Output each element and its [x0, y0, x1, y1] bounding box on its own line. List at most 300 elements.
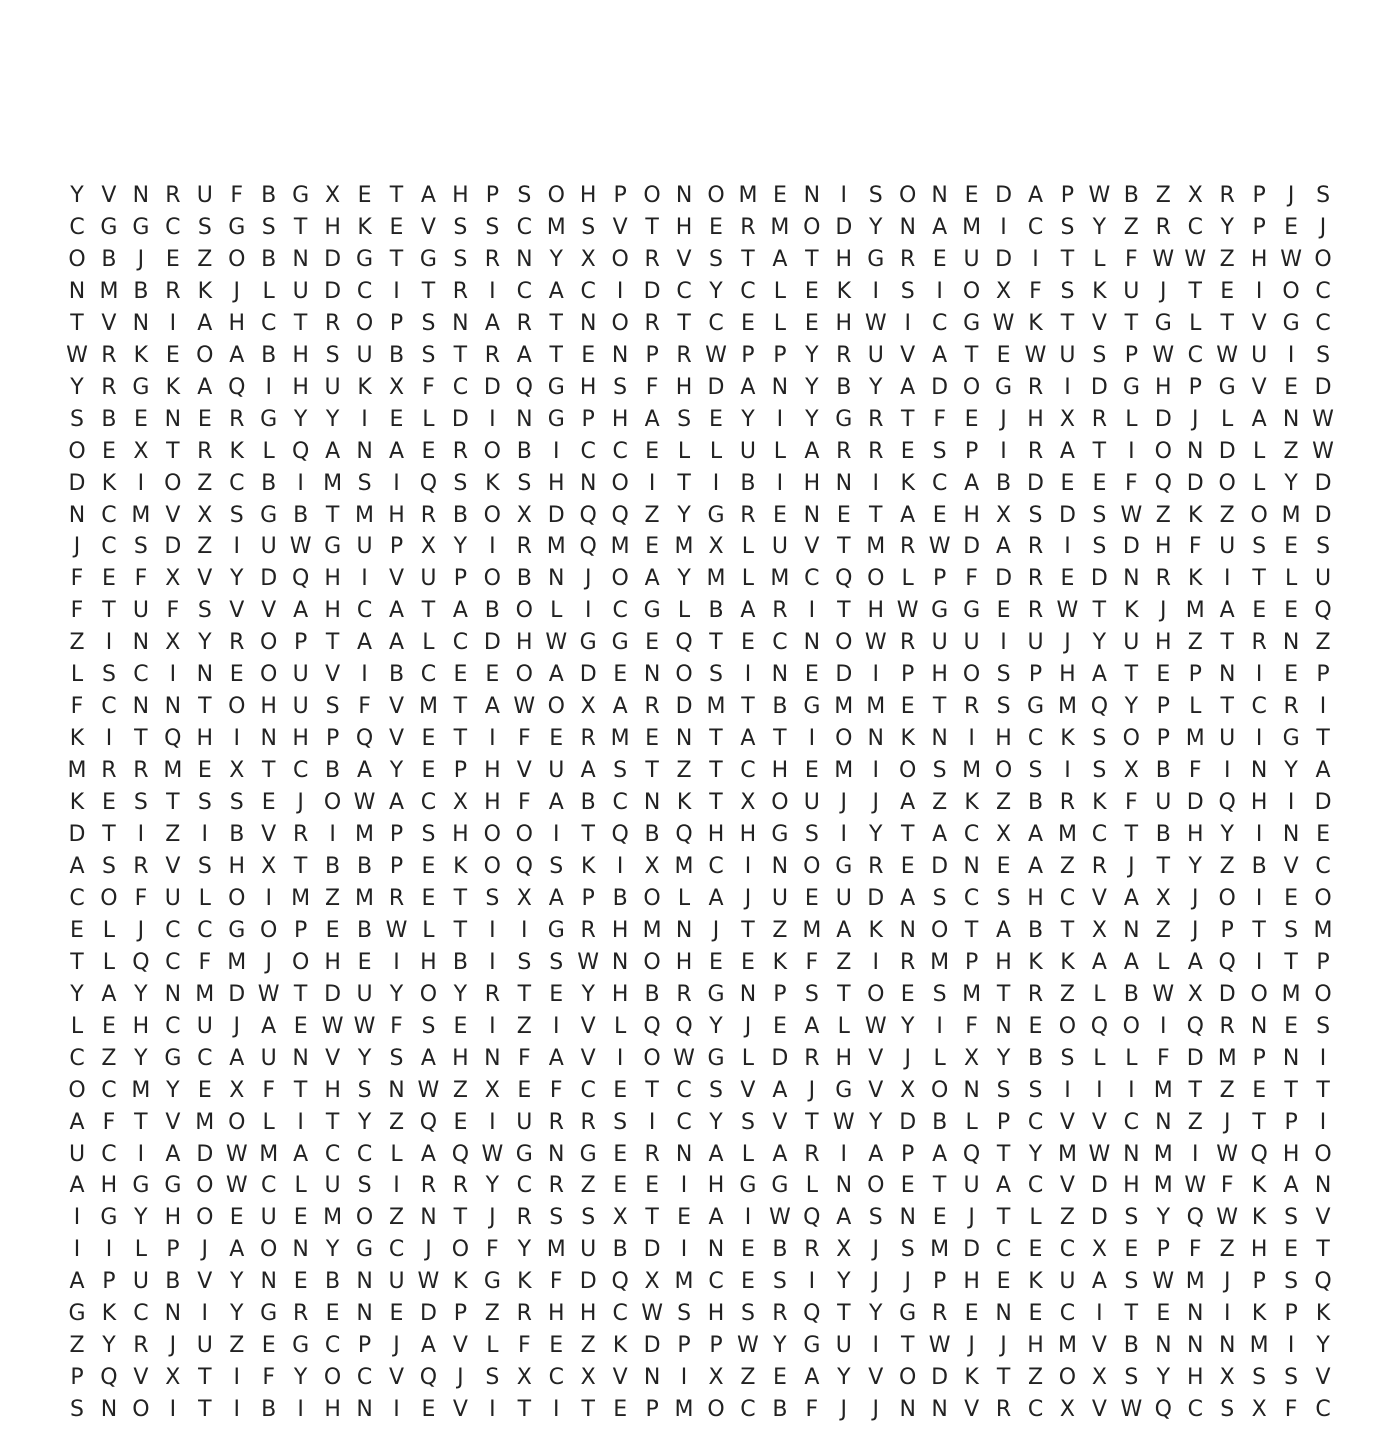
- letter-cell: X: [1123, 758, 1139, 784]
- letter-cell: S: [101, 662, 116, 688]
- letter-cell: Z: [1187, 630, 1203, 656]
- letter-cell: X: [1187, 183, 1203, 208]
- letter-cell: N: [420, 1205, 437, 1231]
- letter-cell: H: [164, 1205, 182, 1231]
- letter-cell: Y: [134, 981, 148, 1007]
- letter-cell: K: [1028, 1269, 1043, 1295]
- letter-cell: M: [1057, 694, 1077, 720]
- letter-cell: A: [548, 790, 564, 816]
- letter-cell: C: [133, 1301, 149, 1327]
- letter-cell: X: [1219, 1365, 1235, 1391]
- letter-cell: X: [996, 502, 1012, 528]
- letter-cell: U: [292, 278, 309, 304]
- letter-cell: Q: [1250, 1141, 1268, 1167]
- letter-cell: W: [66, 342, 88, 368]
- letter-cell: Y: [996, 1045, 1011, 1071]
- letter-cell: S: [197, 853, 212, 879]
- letter-cell: A: [900, 790, 916, 816]
- letter-cell: E: [165, 246, 180, 272]
- letter-cell: Y: [357, 1109, 372, 1135]
- letter-cell: A: [900, 374, 916, 400]
- letter-cell: T: [453, 885, 468, 911]
- letter-cell: B: [452, 502, 468, 528]
- letter-cell: S: [1092, 534, 1107, 560]
- letter-cell: O: [962, 278, 981, 304]
- letter-cell: F: [805, 1397, 819, 1423]
- letter-cell: E: [1060, 566, 1075, 592]
- letter-cell: W: [1312, 406, 1334, 432]
- letter-cell: F: [390, 1013, 403, 1039]
- letter-cell: P: [1156, 694, 1170, 720]
- letter-cell: R: [101, 374, 117, 400]
- letter-cell: Q: [675, 822, 693, 847]
- letter-cell: I: [105, 726, 113, 752]
- letter-cell: E: [900, 438, 915, 464]
- letter-cell: A: [1283, 1173, 1299, 1199]
- letter-cell: A: [229, 342, 245, 368]
- letter-cell: T: [709, 790, 723, 816]
- letter-cell: T: [261, 758, 276, 784]
- letter-cell: U: [1219, 534, 1236, 560]
- letter-cell: I: [1319, 1109, 1327, 1135]
- letter-cell: T: [1220, 694, 1234, 720]
- letter-cell: O: [835, 630, 853, 656]
- letter-cell: R: [197, 438, 213, 464]
- letter-cell: H: [228, 853, 246, 879]
- letter-cell: E: [964, 183, 979, 208]
- letter-cell: N: [388, 1077, 405, 1103]
- letter-cell: O: [899, 183, 917, 208]
- letter-cell: C: [516, 1173, 532, 1199]
- letter-cell: H: [867, 598, 885, 624]
- letter-cell: P: [1252, 183, 1266, 208]
- letter-cell: C: [740, 1397, 756, 1423]
- letter-cell: A: [293, 1141, 309, 1167]
- letter-cell: T: [549, 310, 563, 336]
- letter-cell: H: [1027, 1333, 1044, 1359]
- letter-cell: X: [1059, 406, 1075, 432]
- letter-cell: S: [229, 790, 244, 816]
- letter-cell: O: [1314, 885, 1332, 911]
- letter-cell: M: [930, 1237, 950, 1263]
- letter-cell: G: [260, 1301, 278, 1327]
- letter-cell: R: [165, 278, 181, 304]
- letter-cell: T: [70, 310, 84, 336]
- letter-cell: S: [70, 1397, 84, 1423]
- letter-cell: A: [1027, 822, 1044, 847]
- letter-cell: A: [740, 598, 756, 624]
- letter-cell: T: [1124, 662, 1139, 688]
- letter-cell: T: [1124, 822, 1139, 847]
- letter-cell: R: [1027, 566, 1044, 592]
- letter-cell: M: [323, 1205, 343, 1231]
- letter-cell: B: [612, 1237, 628, 1263]
- letter-cell: P: [294, 917, 308, 943]
- letter-cell: P: [1284, 1109, 1298, 1135]
- letter-cell: I: [1223, 1301, 1231, 1327]
- letter-cell: J: [968, 1205, 975, 1231]
- letter-cell: M: [291, 885, 311, 911]
- letter-cell: I: [744, 662, 752, 688]
- letter-cell: S: [996, 662, 1011, 688]
- letter-cell: A: [964, 470, 980, 496]
- letter-cell: C: [740, 278, 756, 304]
- letter-cell: P: [1156, 1237, 1170, 1263]
- letter-cell: Q: [228, 374, 246, 400]
- letter-cell: E: [1284, 1237, 1299, 1263]
- letter-cell: K: [1251, 1205, 1267, 1231]
- letter-cell: V: [388, 1365, 405, 1391]
- letter-cell: Y: [549, 246, 563, 272]
- letter-cell: H: [292, 374, 309, 400]
- letter-cell: D: [1218, 438, 1236, 464]
- letter-cell: A: [197, 310, 213, 336]
- letter-cell: A: [1187, 949, 1203, 975]
- letter-cell: I: [712, 470, 720, 496]
- letter-cell: E: [740, 310, 755, 336]
- letter-cell: G: [707, 981, 725, 1007]
- letter-cell: T: [70, 949, 84, 975]
- letter-cell: W: [1088, 183, 1111, 208]
- letter-cell: I: [201, 1301, 209, 1327]
- letter-cell: R: [804, 1045, 820, 1071]
- letter-cell: U: [963, 246, 980, 272]
- letter-cell: E: [804, 310, 819, 336]
- letter-cell: D: [1186, 1045, 1204, 1071]
- letter-cell: G: [547, 917, 565, 943]
- letter-cell: F: [517, 790, 531, 816]
- letter-cell: Y: [293, 1365, 308, 1391]
- letter-cell: E: [932, 246, 947, 272]
- letter-cell: C: [356, 598, 373, 624]
- letter-cell: E: [421, 758, 436, 784]
- letter-cell: I: [1255, 278, 1263, 304]
- letter-cell: L: [1157, 949, 1170, 975]
- letter-cell: I: [169, 1397, 177, 1423]
- letter-cell: T: [837, 981, 851, 1007]
- letter-cell: I: [936, 278, 943, 304]
- letter-cell: F: [134, 566, 148, 592]
- letter-cell: S: [261, 214, 276, 240]
- letter-cell: L: [677, 438, 691, 464]
- letter-cell: B: [101, 246, 117, 272]
- letter-cell: B: [836, 374, 852, 400]
- letter-cell: I: [265, 374, 272, 400]
- letter-cell: J: [201, 1237, 209, 1263]
- letter-cell: M: [770, 566, 790, 592]
- letter-cell: T: [453, 342, 468, 368]
- letter-cell: W: [385, 917, 408, 943]
- letter-cell: V: [868, 1077, 884, 1103]
- letter-cell: M: [834, 758, 854, 784]
- letter-cell: O: [132, 1397, 150, 1423]
- letter-cell: V: [1251, 310, 1267, 336]
- letter-cell: Y: [134, 1205, 148, 1231]
- letter-cell: X: [740, 790, 756, 816]
- letter-cell: U: [1123, 278, 1140, 304]
- letter-cell: N: [675, 183, 693, 208]
- letter-cell: Q: [291, 566, 310, 592]
- letter-cell: F: [517, 726, 531, 752]
- letter-cell: U: [867, 342, 884, 368]
- letter-cell: L: [741, 1141, 755, 1167]
- letter-cell: H: [292, 342, 309, 368]
- letter-cell: O: [1154, 438, 1172, 464]
- letter-cell: Q: [611, 822, 629, 847]
- letter-cell: N: [292, 1237, 309, 1263]
- letter-cell: S: [613, 758, 628, 784]
- letter-cell: O: [899, 758, 917, 784]
- letter-cell: D: [867, 885, 885, 911]
- letter-cell: T: [741, 694, 755, 720]
- letter-cell: R: [484, 981, 500, 1007]
- letter-cell: X: [261, 853, 277, 879]
- letter-cell: H: [324, 598, 341, 624]
- letter-cell: Q: [355, 726, 374, 752]
- letter-cell: F: [1125, 246, 1138, 272]
- letter-cell: E: [101, 1013, 116, 1039]
- letter-cell: F: [517, 1045, 531, 1071]
- letter-cell: C: [1027, 1397, 1044, 1423]
- letter-cell: I: [233, 726, 240, 752]
- letter-cell: S: [485, 1365, 500, 1391]
- letter-cell: F: [70, 598, 84, 624]
- letter-cell: W: [417, 1077, 440, 1103]
- letter-cell: E: [453, 1013, 468, 1039]
- letter-cell: Y: [1220, 214, 1234, 240]
- letter-cell: K: [964, 790, 979, 816]
- letter-cell: J: [1128, 853, 1135, 879]
- letter-cell: B: [1027, 1045, 1044, 1071]
- letter-cell: S: [197, 790, 212, 816]
- letter-cell: H: [675, 949, 693, 975]
- letter-cell: H: [324, 214, 341, 240]
- letter-cell: O: [611, 310, 629, 336]
- letter-cell: M: [1057, 1333, 1077, 1359]
- letter-cell: F: [1188, 758, 1202, 784]
- letter-cell: S: [453, 246, 468, 272]
- letter-cell: H: [931, 662, 948, 688]
- letter-cell: I: [1128, 1077, 1135, 1103]
- letter-cell: A: [996, 917, 1012, 943]
- letter-cell: R: [900, 949, 916, 975]
- letter-cell: U: [771, 885, 788, 911]
- letter-cell: I: [872, 662, 879, 688]
- letter-cell: K: [69, 726, 85, 752]
- letter-cell: G: [68, 1301, 86, 1327]
- letter-cell: O: [323, 1365, 342, 1391]
- letter-cell: C: [229, 470, 245, 496]
- letter-cell: V: [261, 822, 277, 847]
- letter-cell: S: [804, 981, 819, 1007]
- letter-cell: S: [740, 1301, 755, 1327]
- letter-cell: C: [1091, 822, 1108, 847]
- letter-cell: I: [297, 470, 304, 496]
- letter-cell: I: [105, 630, 113, 656]
- letter-cell: L: [773, 310, 787, 336]
- letter-cell: F: [1220, 1173, 1234, 1199]
- letter-cell: M: [259, 1141, 279, 1167]
- letter-cell: H: [324, 1397, 341, 1423]
- letter-cell: K: [1315, 1301, 1331, 1327]
- letter-cell: Y: [709, 1013, 723, 1039]
- letter-cell: N: [611, 342, 629, 368]
- letter-cell: E: [1060, 470, 1075, 496]
- letter-cell: C: [1187, 214, 1203, 240]
- letter-cell: C: [165, 1013, 181, 1039]
- letter-cell: C: [708, 310, 724, 336]
- letter-cell: X: [516, 502, 532, 528]
- letter-cell: A: [996, 534, 1012, 560]
- letter-cell: G: [324, 534, 342, 560]
- letter-cell: S: [325, 694, 340, 720]
- letter-cell: N: [771, 374, 789, 400]
- letter-cell: S: [1284, 917, 1299, 943]
- letter-cell: O: [260, 917, 278, 943]
- letter-cell: D: [835, 214, 853, 240]
- letter-cell: R: [484, 342, 500, 368]
- letter-cell: W: [864, 310, 887, 336]
- letter-cell: C: [1059, 1237, 1076, 1263]
- letter-cell: O: [1250, 981, 1268, 1007]
- letter-cell: V: [580, 1013, 596, 1039]
- letter-cell: T: [932, 1173, 947, 1199]
- letter-cell: E: [772, 1013, 787, 1039]
- letter-cell: C: [261, 1173, 277, 1199]
- letter-cell: M: [1153, 1173, 1173, 1199]
- letter-cell: S: [1028, 1077, 1043, 1103]
- letter-cell: E: [101, 790, 116, 816]
- letter-cell: Y: [869, 214, 883, 240]
- letter-cell: D: [483, 374, 501, 400]
- letter-cell: D: [771, 1045, 789, 1071]
- letter-cell: Y: [70, 374, 84, 400]
- letter-cell: E: [421, 726, 436, 752]
- letter-cell: J: [233, 278, 240, 304]
- letter-cell: L: [1125, 406, 1138, 432]
- letter-cell: C: [1315, 278, 1331, 304]
- letter-cell: P: [901, 662, 915, 688]
- letter-cell: C: [612, 790, 628, 816]
- letter-cell: G: [579, 1141, 597, 1167]
- letter-cell: P: [709, 1333, 723, 1359]
- letter-cell: I: [616, 1045, 624, 1071]
- letter-cell: C: [548, 1365, 564, 1391]
- letter-cell: S: [517, 470, 532, 496]
- letter-cell: H: [707, 1173, 725, 1199]
- letter-cell: L: [1284, 566, 1298, 592]
- letter-cell: L: [422, 630, 435, 656]
- letter-cell: A: [804, 1013, 820, 1039]
- letter-cell: X: [1091, 1237, 1107, 1263]
- letter-cell: C: [580, 438, 596, 464]
- letter-cell: T: [996, 981, 1011, 1007]
- letter-cell: N: [643, 790, 661, 816]
- letter-cell: L: [294, 1173, 307, 1199]
- letter-cell: T: [1092, 438, 1107, 464]
- letter-cell: Y: [389, 758, 404, 784]
- letter-cell: M: [674, 534, 694, 560]
- letter-cell: P: [1220, 917, 1234, 943]
- letter-cell: C: [740, 758, 756, 784]
- letter-cell: V: [612, 214, 628, 240]
- letter-cell: E: [996, 342, 1011, 368]
- letter-cell: K: [1188, 502, 1203, 528]
- letter-cell: H: [1250, 1237, 1268, 1263]
- letter-cell: E: [932, 1205, 947, 1231]
- letter-cell: M: [546, 534, 566, 560]
- letter-cell: F: [1029, 278, 1042, 304]
- letter-cell: S: [581, 214, 596, 240]
- letter-cell: U: [1251, 342, 1268, 368]
- letter-cell: L: [614, 1013, 627, 1039]
- letter-cell: G: [579, 630, 597, 656]
- letter-cell: A: [261, 1013, 277, 1039]
- letter-cell: B: [261, 470, 277, 496]
- letter-cell: Z: [1059, 981, 1075, 1007]
- letter-cell: K: [229, 438, 244, 464]
- letter-cell: M: [706, 694, 726, 720]
- letter-cell: O: [164, 470, 182, 496]
- letter-cell: T: [325, 502, 340, 528]
- letter-cell: J: [233, 1013, 240, 1039]
- letter-cell: T: [837, 534, 851, 560]
- letter-cell: M: [1153, 1077, 1173, 1103]
- letter-cell: D: [643, 1333, 661, 1359]
- letter-cell: G: [803, 694, 821, 720]
- letter-cell: V: [452, 1397, 468, 1423]
- letter-cell: T: [293, 1077, 308, 1103]
- letter-cell: R: [133, 853, 149, 879]
- letter-cell: I: [137, 470, 145, 496]
- letter-cell: D: [707, 374, 725, 400]
- letter-cell: U: [260, 1205, 277, 1231]
- letter-cell: T: [869, 502, 883, 528]
- letter-cell: P: [1060, 183, 1075, 208]
- letter-cell: X: [165, 630, 181, 656]
- letter-cell: S: [549, 949, 564, 975]
- letter-cell: M: [1313, 917, 1333, 943]
- letter-cell: I: [648, 470, 656, 496]
- letter-cell: H: [196, 726, 214, 752]
- letter-cell: T: [134, 1109, 148, 1135]
- letter-cell: G: [515, 1141, 533, 1167]
- letter-cell: C: [963, 885, 980, 911]
- letter-cell: H: [1155, 374, 1172, 400]
- letter-cell: I: [1064, 374, 1071, 400]
- letter-cell: P: [1188, 374, 1202, 400]
- letter-cell: O: [962, 662, 981, 688]
- letter-cell: L: [1093, 1045, 1106, 1071]
- letter-cell: N: [675, 726, 693, 752]
- letter-cell: N: [132, 310, 150, 336]
- letter-cell: C: [516, 214, 532, 240]
- letter-cell: L: [805, 1173, 818, 1199]
- letter-cell: J: [904, 1269, 911, 1295]
- letter-cell: A: [580, 758, 596, 784]
- letter-cell: V: [900, 342, 916, 368]
- letter-cell: E: [261, 1333, 276, 1359]
- letter-cell: N: [611, 949, 629, 975]
- letter-cell: Y: [837, 1269, 851, 1295]
- letter-cell: S: [1284, 1205, 1299, 1231]
- letter-cell: N: [548, 1141, 565, 1167]
- letter-cell: G: [611, 630, 629, 656]
- letter-cell: E: [1220, 278, 1235, 304]
- letter-cell: H: [803, 470, 821, 496]
- letter-cell: T: [1252, 917, 1266, 943]
- letter-cell: A: [1123, 885, 1139, 911]
